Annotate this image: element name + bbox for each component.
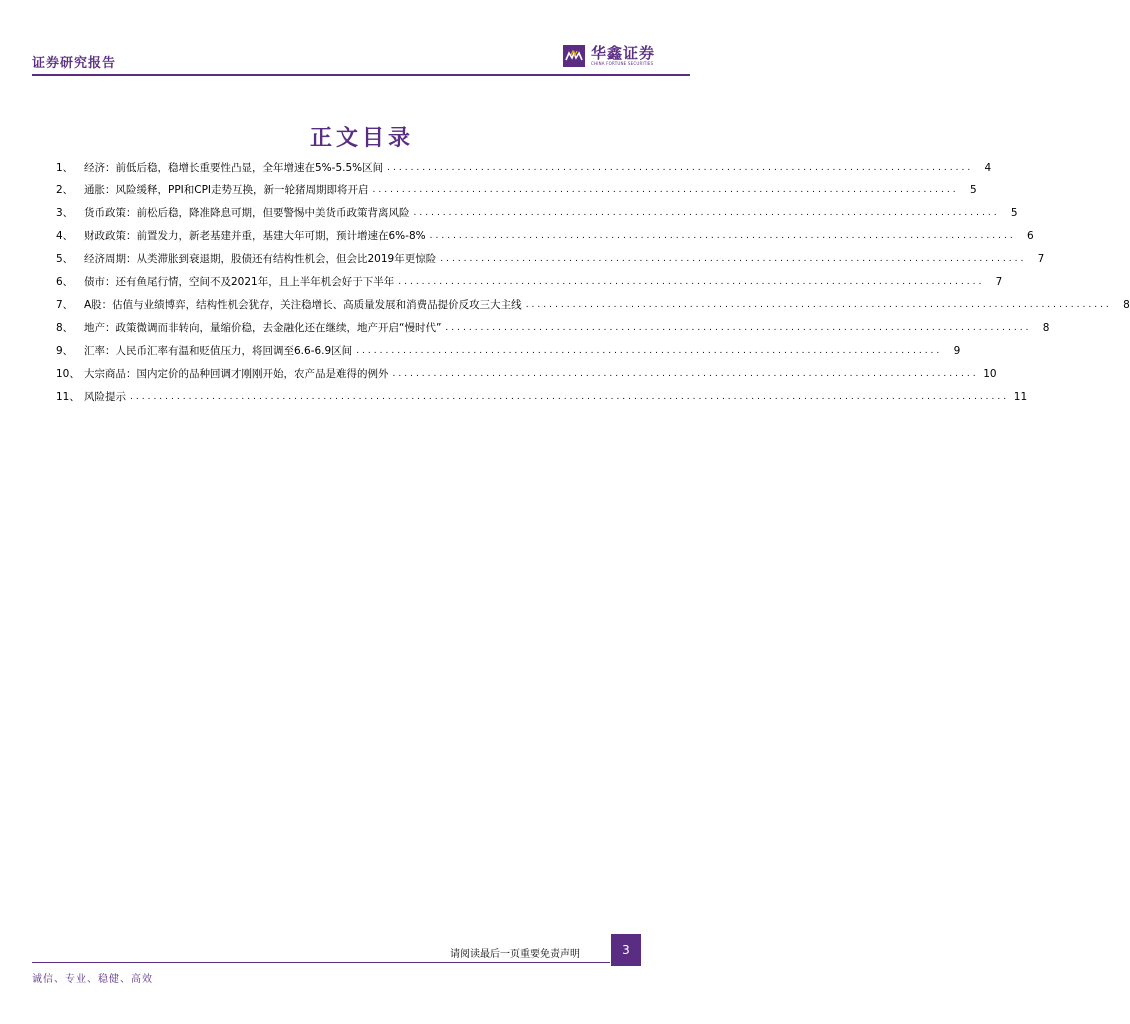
toc-entry-page: 7 bbox=[995, 276, 1003, 288]
toc-entry-title: 风险提示 bbox=[84, 391, 126, 403]
toc-entry-page: 7 bbox=[1037, 253, 1045, 265]
toc-entry[interactable] bbox=[56, 320, 1050, 336]
toc-entry-page: 4 bbox=[984, 162, 992, 174]
page-number: 3 bbox=[611, 934, 641, 966]
toc-entry[interactable] bbox=[56, 182, 977, 198]
logo-name-en: CHINA FORTUNE SECURITIES bbox=[591, 61, 654, 66]
logo-name-cn: 华鑫证券 bbox=[591, 44, 656, 62]
toc-entry[interactable] bbox=[56, 205, 1018, 221]
toc-entry-page: 5 bbox=[969, 184, 977, 196]
toc-entry-title: A股：估值与业绩博弈，结构性机会犹存，关注稳增长、高质量发展和消费品提价反攻三大主线 bbox=[84, 299, 522, 311]
toc-entry-page: 9 bbox=[953, 345, 961, 357]
toc-entry[interactable] bbox=[56, 297, 1130, 313]
toc-leader-dots: .................................................................................................... bbox=[387, 163, 974, 173]
toc-entry-title: 通胀：风险缓释，PPI和CPI走势互换，新一轮猪周期即将开启 bbox=[84, 184, 369, 196]
toc-entry-number: 10、 bbox=[56, 368, 80, 380]
toc-entry-page: 8 bbox=[1042, 322, 1050, 334]
toc-leader-dots: .................................................................................................... bbox=[398, 277, 985, 287]
toc-entry[interactable] bbox=[56, 160, 992, 176]
toc-leader-dots: .................................................................................................... bbox=[372, 185, 959, 195]
toc-entry-number: 3、 bbox=[56, 207, 74, 219]
toc-title: 正文目录 bbox=[309, 126, 414, 151]
toc-leader-dots: .................................................................................................... bbox=[429, 231, 1016, 241]
toc-entry[interactable] bbox=[56, 389, 1028, 405]
toc-entry-page: 10 bbox=[983, 368, 997, 380]
toc-entry-number: 7、 bbox=[56, 299, 74, 311]
toc-entry-title: 汇率：人民币汇率有温和贬值压力，将回调至6.6-6.9区间 bbox=[84, 345, 353, 357]
toc-leader-dots: .................................................................................................... bbox=[413, 208, 1000, 218]
toc-entry-title: 经济周期：从类滞胀到衰退期，股债还有结构性机会，但会比2019年更惊险 bbox=[84, 253, 437, 265]
toc-entry-title: 大宗商品：国内定价的品种回调才刚刚开始，农产品是难得的例外 bbox=[84, 368, 389, 380]
toc-leader-dots: .................................................................................................... bbox=[445, 323, 1032, 333]
toc-leader-dots: .................................................................................................... bbox=[440, 254, 1027, 264]
toc-entry-number: 11、 bbox=[56, 391, 80, 403]
footer-divider bbox=[32, 962, 610, 963]
disclaimer-note: 请阅读最后一页重要免责声明 bbox=[450, 949, 580, 960]
toc-entry-number: 5、 bbox=[56, 253, 74, 265]
toc-leader-dots: .................................................................................................... bbox=[392, 369, 979, 379]
toc-entry-number: 9、 bbox=[56, 345, 74, 357]
toc-entry-page: 5 bbox=[1010, 207, 1018, 219]
toc-entry[interactable] bbox=[56, 366, 997, 382]
toc-entry-page: 8 bbox=[1123, 299, 1130, 311]
toc-entry-page: 11 bbox=[1013, 391, 1028, 403]
toc-entry-number: 2、 bbox=[56, 184, 74, 196]
toc-entry[interactable] bbox=[56, 274, 1003, 290]
toc-leader-dots: .................................................................................................... bbox=[356, 346, 943, 356]
toc-entry-title: 货币政策：前松后稳，降准降息可期，但要警惕中美货币政策背离风险 bbox=[84, 207, 410, 219]
toc-entry-number: 1、 bbox=[56, 162, 74, 174]
company-motto: 诚信、专业、稳健、高效 bbox=[32, 974, 153, 985]
toc-entry[interactable] bbox=[56, 228, 1034, 244]
toc-entry-title: 地产：政策微调而非转向，量缩价稳，去金融化还在继续，地产开启“慢时代” bbox=[84, 322, 442, 334]
toc-entry-number: 4、 bbox=[56, 230, 74, 242]
toc-entry[interactable] bbox=[56, 251, 1045, 267]
report-type-label: 证券研究报告 bbox=[32, 56, 117, 71]
header-divider bbox=[32, 74, 690, 76]
toc-entry-title: 财政政策：前置发力，新老基建并重，基建大年可期，预计增速在6%-8% bbox=[84, 230, 426, 242]
toc-entry-title: 经济：前低后稳，稳增长重要性凸显，全年增速在5%-5.5%区间 bbox=[84, 162, 384, 174]
toc-entry-title: 债市：还有鱼尾行情，空间不及2021年，且上半年机会好于下半年 bbox=[84, 276, 395, 288]
toc-leader-dots: ...................................................................................................................................................... bbox=[130, 392, 1010, 402]
toc-leader-dots: .................................................................................................... bbox=[525, 300, 1112, 310]
toc-entry-number: 6、 bbox=[56, 276, 74, 288]
company-logo bbox=[563, 45, 655, 67]
toc-entry-number: 8、 bbox=[56, 322, 74, 334]
toc-entry-page: 6 bbox=[1027, 230, 1034, 242]
logo-mark-icon bbox=[563, 45, 585, 67]
toc-entry[interactable] bbox=[56, 343, 961, 359]
